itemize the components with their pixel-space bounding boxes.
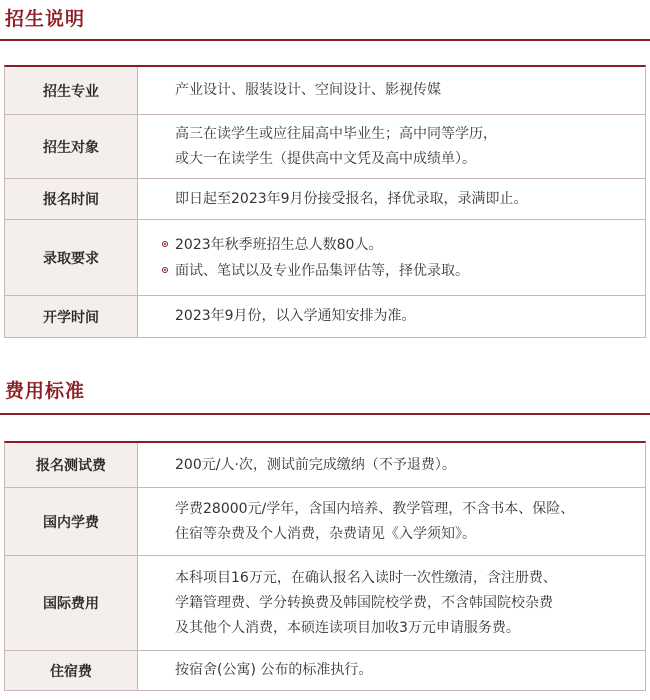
row-label: 招生专业 [5, 67, 138, 114]
row-value-line: 学籍管理费、学分转换费及韩国院校学费，不含韩国院校杂费 [175, 594, 553, 611]
row-value [138, 67, 645, 114]
row-value [138, 488, 645, 555]
row-value-line: 200元/人·次，测试前完成缴纳（不予退费）。 [175, 456, 456, 473]
list-item-text: 面试、笔试以及专业作品集评估等，择优录取。 [175, 262, 469, 279]
table-row [5, 651, 645, 691]
row-label: 开学时间 [5, 296, 138, 337]
fees-table [4, 441, 646, 691]
fees-title-rule [0, 413, 650, 415]
row-value [138, 443, 645, 487]
row-value-line: 或大一在读学生（提供高中文凭及高中成绩单）。 [175, 150, 476, 167]
table-row [5, 115, 645, 179]
row-value-line: 住宿等杂费及个人消费，杂费请见《入学须知》。 [175, 525, 476, 542]
table-row [5, 488, 645, 556]
list-item-text: 2023年秋季班招生总人数80人。 [175, 236, 383, 253]
row-value [138, 556, 645, 650]
row-label: 住宿费 [5, 651, 138, 690]
row-value [138, 220, 645, 295]
fees-title: 费用标准 [5, 380, 86, 402]
row-label: 招生对象 [5, 115, 138, 178]
row-label: 报名测试费 [5, 443, 138, 487]
bullet-icon [162, 241, 168, 247]
row-value-line: 及其他个人消费，本硕连读项目加收3万元申请服务费。 [175, 619, 520, 636]
table-row [5, 443, 645, 488]
row-label: 录取要求 [5, 220, 138, 295]
bullet-icon [162, 267, 168, 273]
row-label: 报名时间 [5, 179, 138, 219]
row-value-line: 本科项目16万元，在确认报名入读时一次性缴清，含注册费、 [175, 569, 557, 586]
row-value-line: 高三在读学生或应往届高中毕业生；高中同等学历， [175, 125, 497, 142]
table-row [5, 220, 645, 296]
row-value [138, 296, 645, 337]
table-row [5, 67, 645, 115]
list-item [175, 258, 637, 284]
row-value-line: 学费28000元/学年，含国内培养、教学管理，不含书本、保险、 [175, 500, 575, 517]
row-value-line: 按宿舍(公寓) 公布的标准执行。 [175, 662, 373, 678]
admissions-title-rule [0, 39, 650, 41]
row-value [138, 651, 645, 690]
row-value-line: 即日起至2023年9月份接受报名，择优录取，录满即止。 [175, 190, 528, 207]
table-row [5, 556, 645, 651]
table-row [5, 296, 645, 338]
row-value-line: 产业设计、服装设计、空间设计、影视传媒 [175, 82, 441, 98]
row-label: 国际费用 [5, 556, 138, 650]
admissions-table [4, 65, 646, 338]
row-value [138, 115, 645, 178]
list-item [175, 232, 637, 258]
row-value-line: 2023年9月份，以入学通知安排为准。 [175, 308, 416, 324]
row-value [138, 179, 645, 219]
row-label: 国内学费 [5, 488, 138, 555]
admissions-title: 招生说明 [5, 8, 86, 30]
table-row [5, 179, 645, 220]
